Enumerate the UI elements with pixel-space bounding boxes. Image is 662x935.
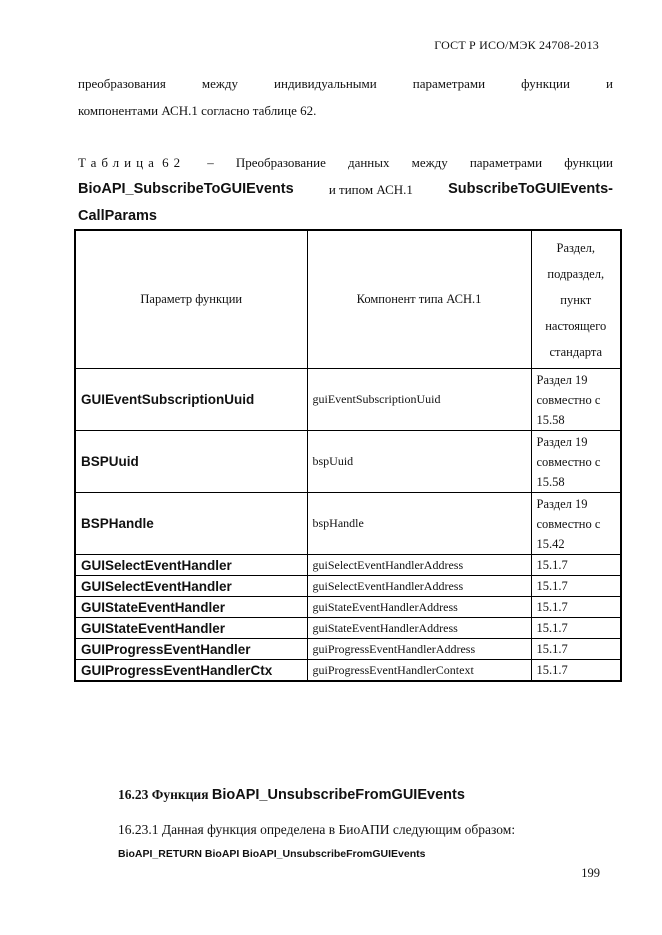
header-param: Параметр функции (75, 230, 307, 369)
cell-param: GUIProgressEventHandlerCtx (75, 660, 307, 682)
cell-param: GUIProgressEventHandler (75, 639, 307, 660)
cell-section: 15.1.7 (531, 639, 621, 660)
cell-component: guiSelectEventHandlerAddress (307, 576, 531, 597)
caption-number: 62 (162, 155, 186, 170)
cell-section: 15.1.7 (531, 660, 621, 682)
code-signature: BioAPI_RETURN BioAPI BioAPI_UnsubscribeFromGUIEvents (118, 848, 426, 860)
intro-word: преобразования (78, 76, 166, 91)
caption-middle: и типом АСН.1 (328, 182, 413, 197)
intro-paragraph (78, 70, 613, 124)
header-component: Компонент типа АСН.1 (307, 230, 531, 369)
page-header: ГОСТ Р ИСО/МЭК 24708-2013 (434, 38, 599, 52)
cell-param: GUIEventSubscriptionUuid (75, 369, 307, 431)
cell-param: GUIStateEventHandler (75, 597, 307, 618)
section-heading (118, 787, 465, 803)
cell-param: GUISelectEventHandler (75, 555, 307, 576)
table-row (75, 493, 621, 555)
intro-word: и (605, 76, 613, 91)
caption-function-name: BioAPI_SubscribeToGUIEvents (78, 181, 294, 197)
table-row (75, 639, 621, 660)
table-caption (78, 149, 613, 230)
cell-param: GUISelectEventHandler (75, 576, 307, 597)
caption-word: данных (347, 155, 390, 170)
caption-word: между (411, 155, 448, 170)
table-row (75, 431, 621, 493)
section-word: Функция (151, 787, 209, 802)
table-row (75, 576, 621, 597)
cell-section: Раздел 19 совместно с 15.42 (531, 493, 621, 555)
section-function-name: BioAPI_UnsubscribeFromGUIEvents (211, 787, 465, 803)
cell-component: guiEventSubscriptionUuid (307, 369, 531, 431)
cell-section: 15.1.7 (531, 555, 621, 576)
table-header-row (75, 230, 621, 369)
cell-param: GUIStateEventHandler (75, 618, 307, 639)
intro-line-2: компонентами АСН.1 согласно таблице 62. (78, 103, 317, 118)
cell-section: 15.1.7 (531, 576, 621, 597)
caption-label: Таблица (78, 155, 159, 170)
header-section: Раздел, подраздел, пункт настоящего стандарта (531, 230, 621, 369)
table-row (75, 660, 621, 682)
intro-word: функции (521, 76, 570, 91)
cell-param: BSPUuid (75, 431, 307, 493)
caption-dash: – (207, 155, 214, 170)
cell-component: guiProgressEventHandlerContext (307, 660, 531, 682)
cell-component: guiStateEventHandlerAddress (307, 618, 531, 639)
cell-section: 15.1.7 (531, 597, 621, 618)
mapping-table (74, 229, 622, 682)
cell-section: Раздел 19 совместно с 15.58 (531, 369, 621, 431)
table-row (75, 369, 621, 431)
caption-word: функции (564, 155, 613, 170)
section-number: 16.23 (118, 787, 149, 802)
cell-component: bspHandle (307, 493, 531, 555)
cell-component: guiStateEventHandlerAddress (307, 597, 531, 618)
caption-type-name: SubscribeToGUIEvents- (448, 181, 613, 197)
cell-param: BSPHandle (75, 493, 307, 555)
cell-section: Раздел 19 совместно с 15.58 (531, 431, 621, 493)
intro-word: между (201, 76, 238, 91)
caption-word: параметрами (469, 155, 543, 170)
cell-component: guiSelectEventHandlerAddress (307, 555, 531, 576)
table-row (75, 597, 621, 618)
table-row (75, 618, 621, 639)
cell-section: 15.1.7 (531, 618, 621, 639)
caption-word: Преобразование (235, 155, 326, 170)
intro-word: индивидуальными (274, 76, 377, 91)
cell-component: bspUuid (307, 431, 531, 493)
caption-type-name-cont: CallParams (78, 208, 157, 224)
section-paragraph: 16.23.1 Данная функция определена в БиоАПИ следующим образом: (118, 822, 516, 837)
intro-word: параметрами (412, 76, 486, 91)
page-number: 199 (581, 866, 600, 880)
table-row (75, 555, 621, 576)
cell-component: guiProgressEventHandlerAddress (307, 639, 531, 660)
